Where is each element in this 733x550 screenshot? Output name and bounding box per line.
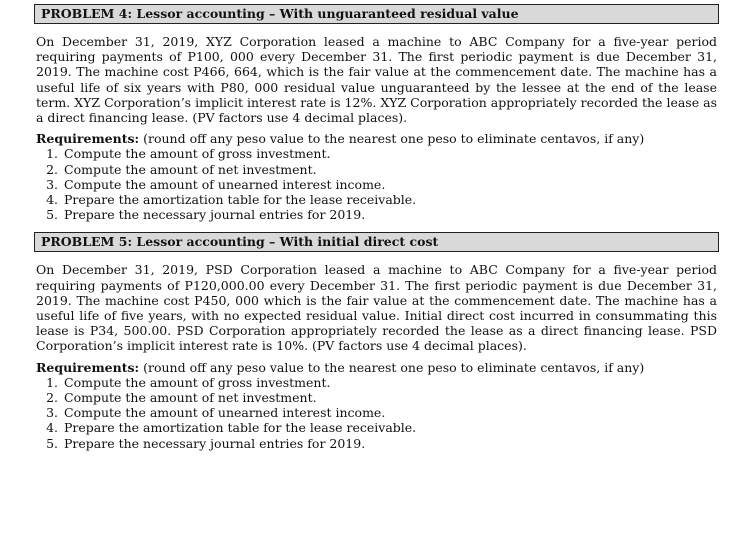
requirements-note: (round off any peso value to the nearest one peso to eliminate centavos, if any) [139,359,645,375]
requirements-note: (round off any peso value to the nearest one peso to eliminate centavos, if any) [139,131,645,147]
list-item: 1. Compute the amount of gross investment. [62,146,719,161]
list-item: 4. Prepare the amortization table for the lease receivable. [62,192,719,207]
list-item: 1. Compute the amount of gross investment. [62,375,719,390]
problem-4-body: On December 31, 2019, XYZ Corporation leased a machine to ABC Company for a five-year period requiring payments of P100, 000 every December 31. The first periodic payment is due December 31, 2019. The machine cost P466, 664, which is the fair value at the commencement date. The machine has a useful life of six years with P80, 000 residual value unguaranteed by the lessee at the end of the lease term. XYZ Corporation’s implicit interest rate is 12%. XYZ Corporation appropriately recorded the lease as a direct financing lease. (PV factors use 4 decimal places). [36,34,717,126]
problem-4 [34,4,719,222]
list-item: 5. Prepare the necessary journal entries for 2019. [62,207,719,222]
problem-5-requirements-list [34,375,719,451]
list-item: 5. Prepare the necessary journal entries for 2019. [62,436,719,451]
requirements-title: Requirements: [36,131,140,147]
problem-4-header: PROBLEM 4: Lessor accounting – With unguaranteed residual value [34,4,719,24]
problem-4-requirements-list [34,146,719,222]
list-item: 2. Compute the amount of net investment. [62,162,719,177]
list-item: 3. Compute the amount of unearned interest income. [62,405,719,420]
list-item: 4. Prepare the amortization table for the lease receivable. [62,420,719,435]
list-item: 3. Compute the amount of unearned interest income. [62,177,719,192]
section-spacer [34,222,719,232]
problem-4-requirements-heading [36,131,717,146]
problem-5-requirements-heading [36,360,717,375]
requirements-title: Requirements: [36,359,140,375]
problem-5-header: PROBLEM 5: Lessor accounting – With initial direct cost [34,232,719,252]
problem-5 [34,232,719,450]
list-item: 2. Compute the amount of net investment. [62,390,719,405]
problem-5-body: On December 31, 2019, PSD Corporation leased a machine to ABC Company for a five-year period requiring payments of P120,000.00 every December 31. The first periodic payment is due December 31, 2019. The machine cost P450, 000 which is the fair value at the commencement date. The machine has a useful life of five years, with no expected residual value. Initial direct cost incurred in consummating this lease is P34, 500.00. PSD Corporation appropriately recorded the lease as a direct financing lease. PSD Corporation’s implicit interest rate is 10%. (PV factors use 4 decimal places). [36,262,717,354]
